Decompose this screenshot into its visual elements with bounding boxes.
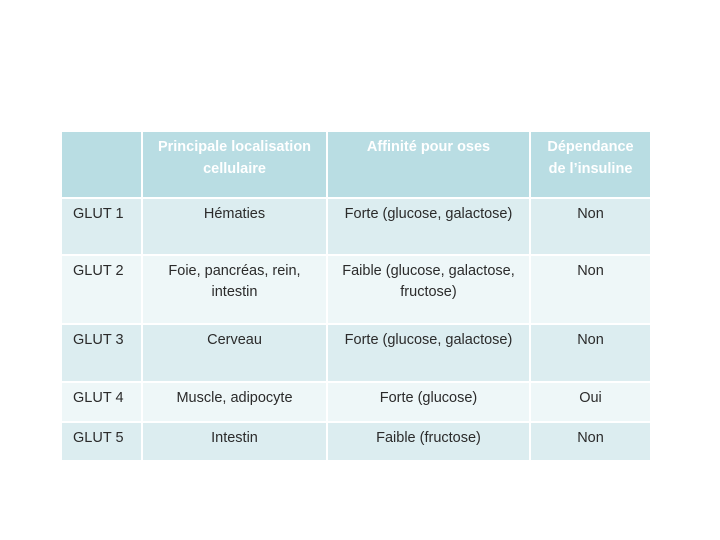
gene-cell: GLUT 3 [62, 324, 142, 382]
table-row [62, 198, 650, 255]
insuline-cell: Non [530, 198, 650, 255]
affinite-cell: Forte (glucose) [327, 382, 530, 422]
affinite-cell: Forte (glucose, galactose) [327, 324, 530, 382]
insuline-cell: Non [530, 422, 650, 460]
header-insuline: Dépendance de l’insuline [530, 132, 650, 198]
gene-cell: GLUT 1 [62, 198, 142, 255]
affinite-cell: Faible (glucose, galactose, fructose) [327, 255, 530, 324]
affinite-cell: Forte (glucose, galactose) [327, 198, 530, 255]
header-empty [62, 132, 142, 198]
table-row [62, 255, 650, 324]
table-row [62, 382, 650, 422]
insuline-cell: Oui [530, 382, 650, 422]
localisation-cell: Hématies [142, 198, 327, 255]
insuline-cell: Non [530, 255, 650, 324]
localisation-cell: Muscle, adipocyte [142, 382, 327, 422]
table-row [62, 324, 650, 382]
table-header-row [62, 132, 650, 198]
gene-cell: GLUT 2 [62, 255, 142, 324]
gene-cell: GLUT 5 [62, 422, 142, 460]
affinite-cell: Faible (fructose) [327, 422, 530, 460]
table-row [62, 422, 650, 460]
localisation-cell: Intestin [142, 422, 327, 460]
gene-cell: GLUT 4 [62, 382, 142, 422]
insuline-cell: Non [530, 324, 650, 382]
header-affinite: Affinité pour oses [327, 132, 530, 198]
localisation-cell: Foie, pancréas, rein, intestin [142, 255, 327, 324]
glut-table [62, 132, 650, 460]
localisation-cell: Cerveau [142, 324, 327, 382]
header-localisation: Principale localisation cellulaire [142, 132, 327, 198]
